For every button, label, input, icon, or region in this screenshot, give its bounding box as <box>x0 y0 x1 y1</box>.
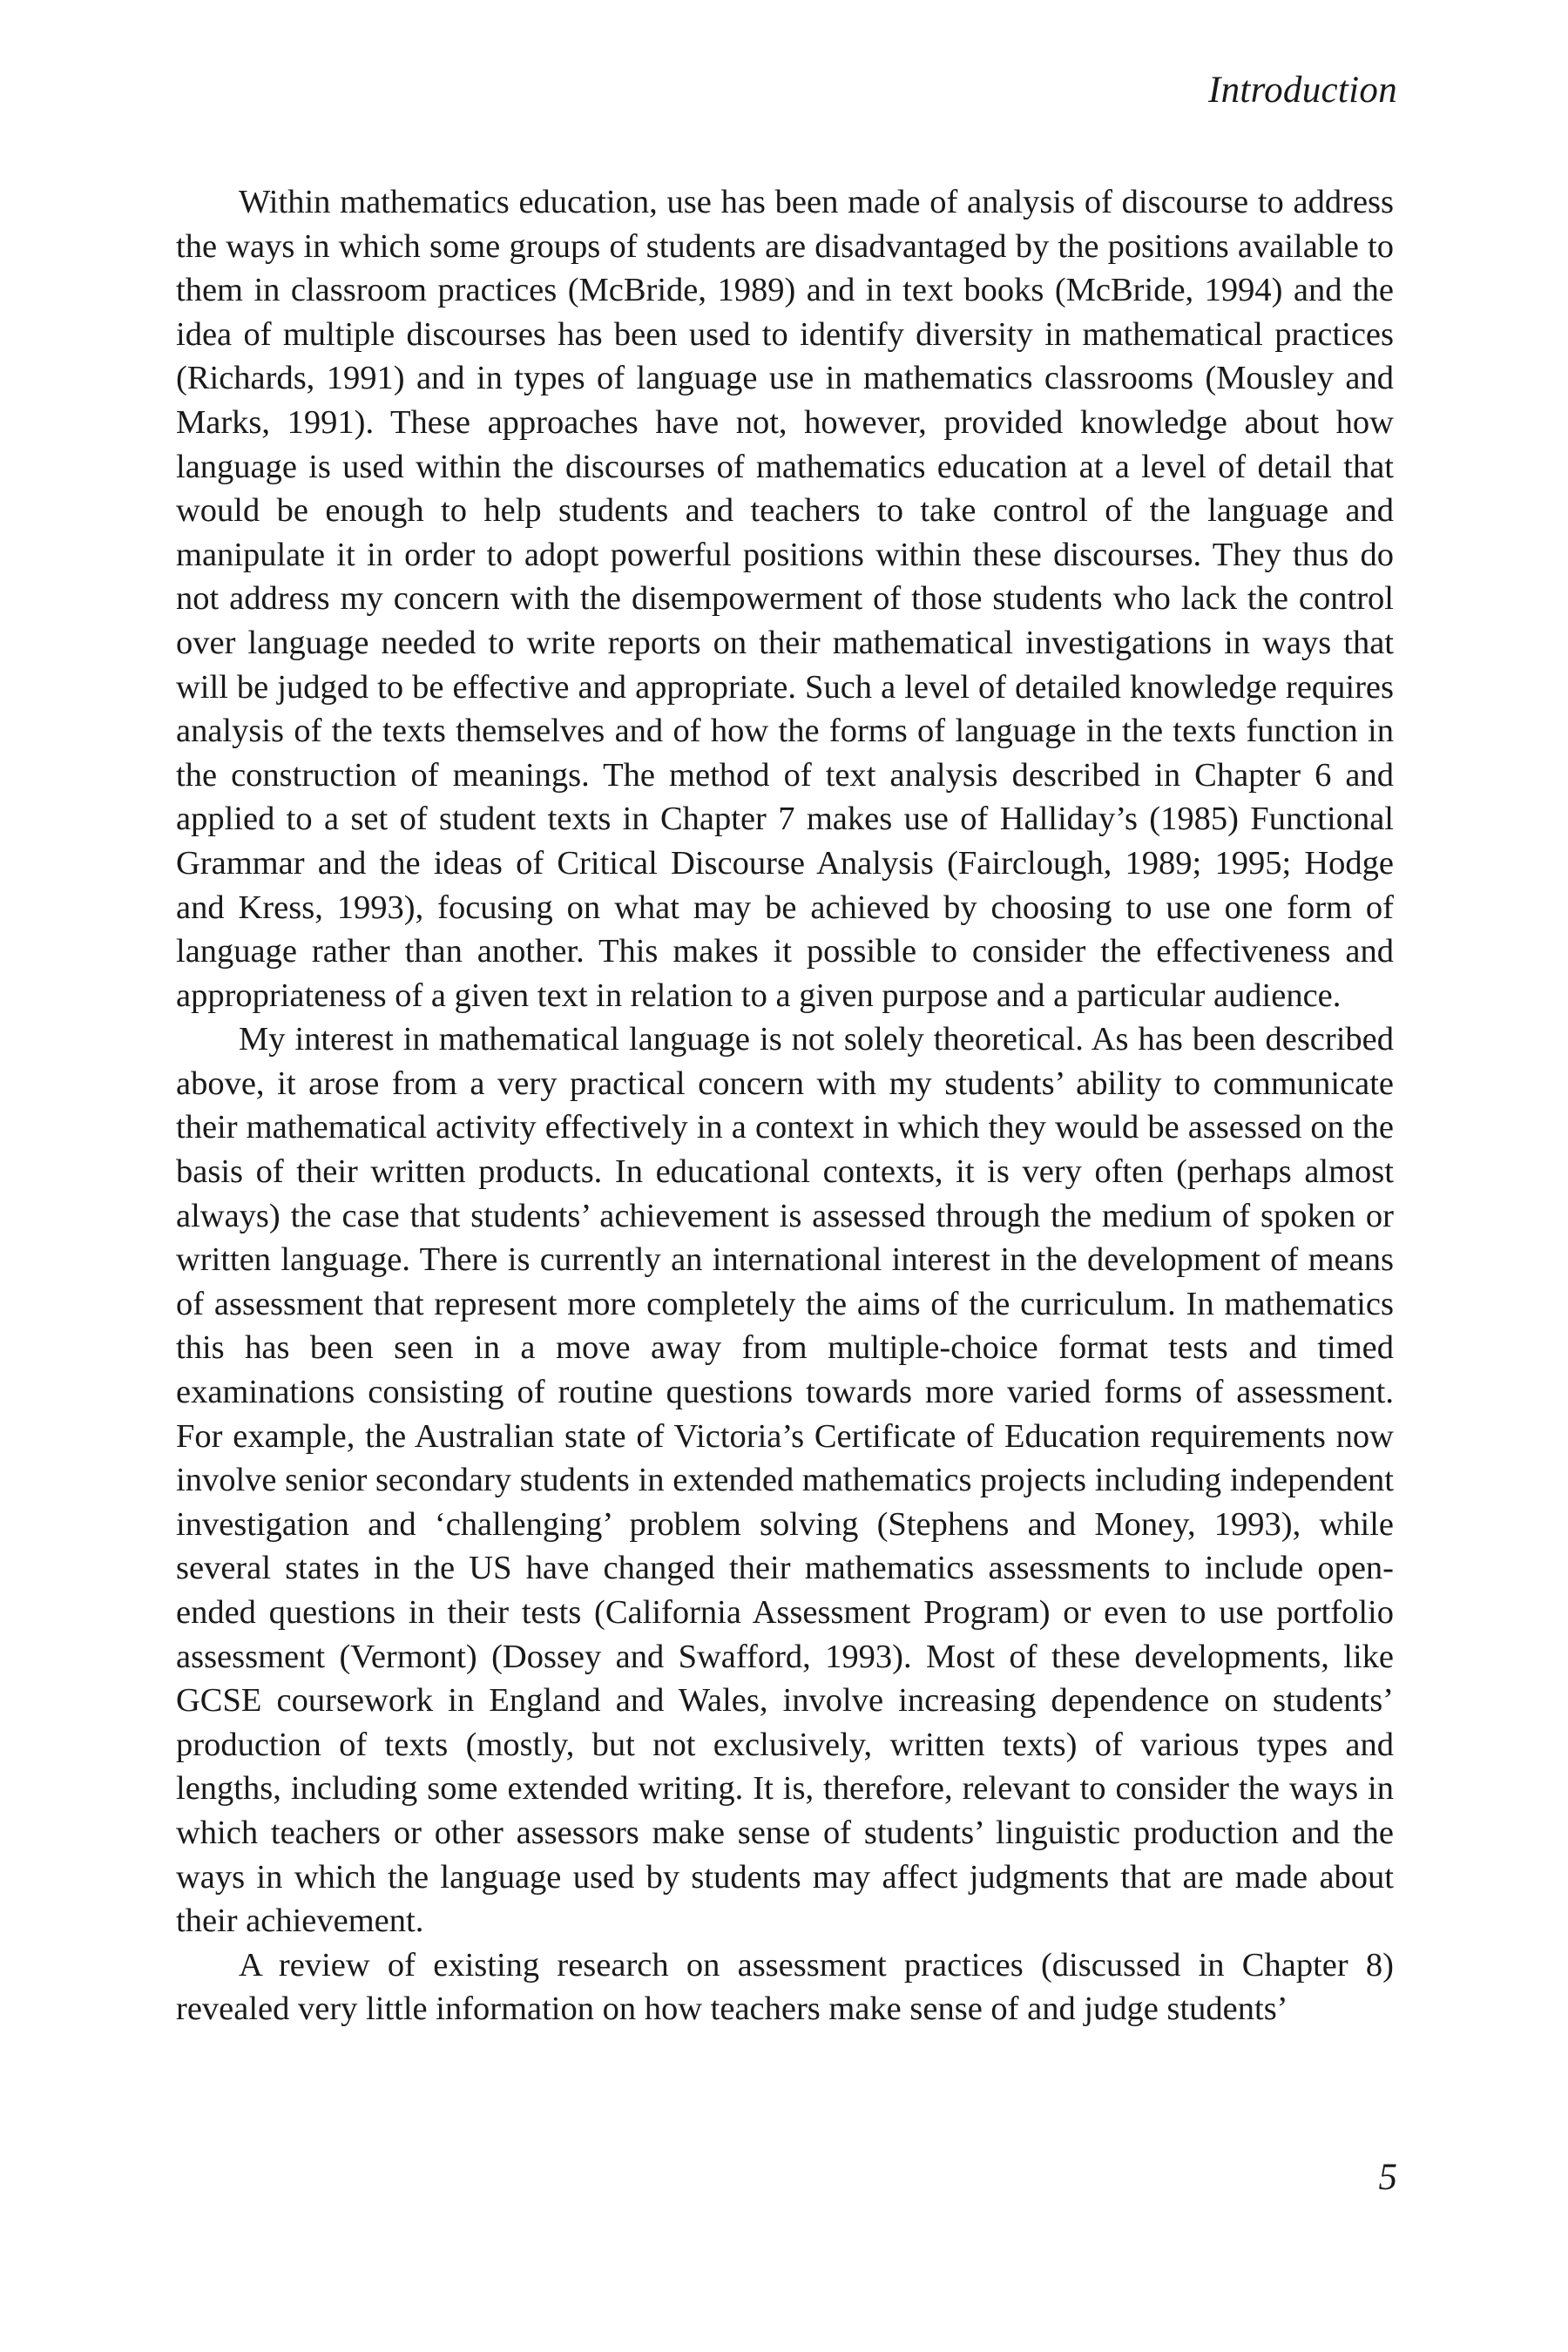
running-head: Introduction <box>1208 70 1397 111</box>
paragraph: Within mathematics education, use has been made of analysis of discourse to address the ways in which some groups of students are disadvantaged by the positions available to them in classroom practices (McBride, 1989) and in text books (McBride, 1994) and the idea of multiple discourses has been used to identify diversity in mathematical practices (Richards, 1991) and in types of language use in mathematics classrooms (Mousley and Marks, 1991). These approaches have not, however, provided knowledge about how language is used within the discourses of mathematics education at a level of detail that would be enough to help students and teachers to take control of the language and manipulate it in order to adopt powerful positions within these discourses. They thus do not address my concern with the disempowerment of those students who lack the control over language needed to write reports on their mathematical investigations in ways that will be judged to be effective and appropriate. Such a level of detailed knowledge requires analysis of the texts themselves and of how the forms of language in the texts function in the construction of meanings. The method of text analysis described in Chapter 6 and applied to a set of student texts in Chapter 7 makes use of Halliday’s (1985) Functional Grammar and the ideas of Critical Discourse Analysis (Fairclough, 1989; 1995; Hodge and Kress, 1993), focusing on what may be achieved by choosing to use one form of language rather than another. This makes it possible to consider the effectiveness and appropriateness of a given text in relation to a given purpose and a particular audience. <box>176 184 1394 1014</box>
body-text <box>176 180 1394 2031</box>
paragraph: My interest in mathematical language is not solely theoretical. As has been described above, it arose from a very practical concern with my students’ ability to communicate their mathematical activity effectively in a context in which they would be assessed on the basis of their written products. In educational contexts, it is very often (perhaps almost always) the case that students’ achievement is assessed through the medium of spoken or written language. There is currently an international interest in the development of means of assessment that represent more completely the aims of the curriculum. In mathematics this has been seen in a move away from multiple-choice format tests and timed examinations consisting of routine questions towards more varied forms of assessment. For example, the Australian state of Victoria’s Certificate of Education requirements now involve senior secondary students in extended mathematics projects including independent investigation and ‘challenging’ problem solving (Stephens and Money, 1993), while several states in the US have changed their mathematics assessments to include open-ended questions in their tests (California Assessment Program) or even to use portfolio assessment (Vermont) (Dossey and Swafford, 1993). Most of these developments, like GCSE coursework in England and Wales, involve increasing dependence on students’ production of texts (mostly, but not exclusively, written texts) of various types and lengths, including some extended writing. It is, therefore, relevant to consider the ways in which teachers or other assessors make sense of students’ linguistic production and the ways in which the language used by students may affect judgments that are made about their achievement. <box>176 1021 1394 1940</box>
paragraph: A review of existing research on assessment practices (discussed in Chapter 8) revealed very little information on how teachers make sense of and judge students’ <box>176 1946 1394 2028</box>
page-number: 5 <box>1378 2157 1397 2198</box>
